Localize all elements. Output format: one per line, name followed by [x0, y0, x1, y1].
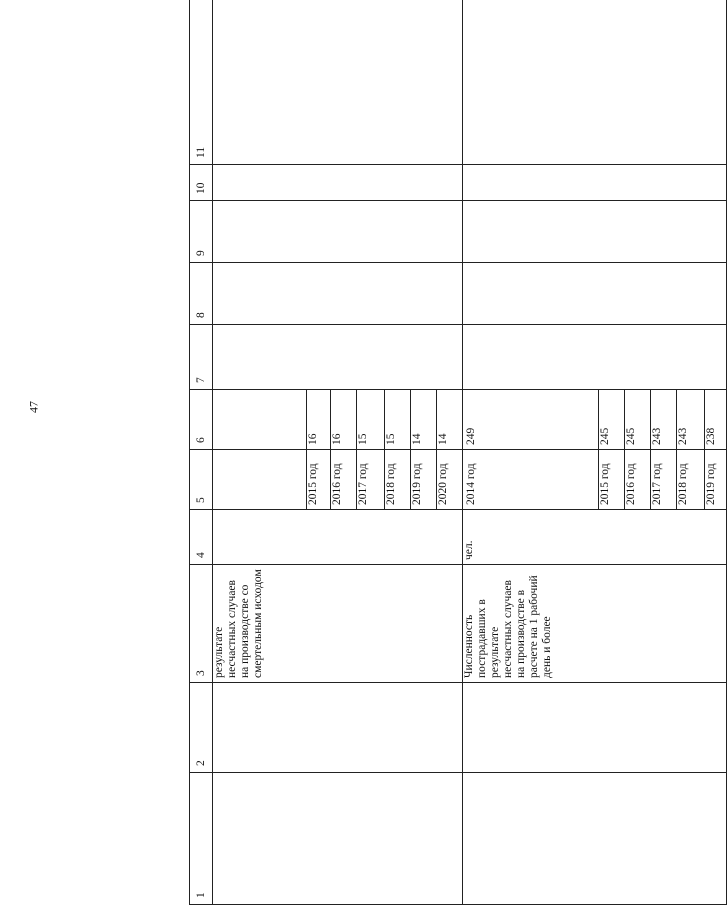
value-cell: 14 — [437, 390, 463, 450]
col11-cell — [213, 0, 463, 165]
value-cell: 245 — [625, 390, 651, 450]
col9-cell — [463, 201, 727, 263]
year-cell: 2019 год — [705, 450, 727, 510]
unit-cell: чел. — [463, 510, 727, 565]
col7-cell — [213, 325, 463, 390]
header-cell: 11 — [190, 0, 213, 165]
value-cell: 243 — [677, 390, 705, 450]
header-cell: 7 — [190, 325, 213, 390]
col8-cell — [213, 263, 463, 325]
header-cell: 10 — [190, 165, 213, 201]
col8-cell — [463, 263, 727, 325]
header-cell: 8 — [190, 263, 213, 325]
indicator-name: Численность пострадавших в результате несчастных случаев на производстве в расчете на 1 рабочий день и более — [463, 565, 727, 683]
year-cell: 2015 год — [307, 450, 331, 510]
year-cell — [213, 450, 307, 510]
indicators-table — [189, 0, 727, 905]
header-cell: 2 — [190, 683, 213, 773]
col7-cell — [463, 325, 727, 390]
unit-cell — [213, 510, 463, 565]
year-cell: 2017 год — [651, 450, 677, 510]
page-number-text: 47 — [26, 401, 41, 413]
value-cell: 16 — [331, 390, 357, 450]
year-cell: 2014 год — [463, 450, 599, 510]
year-cell: 2017 год — [357, 450, 385, 510]
value-cell: 16 — [307, 390, 331, 450]
header-cell: 6 — [190, 390, 213, 450]
year-cell: 2019 год — [411, 450, 437, 510]
value-cell: 15 — [385, 390, 411, 450]
value-cell: 238 — [705, 390, 727, 450]
header-cell: 1 — [190, 773, 213, 905]
col9-cell — [213, 201, 463, 263]
col10-cell — [463, 165, 727, 201]
col1-cell — [213, 773, 463, 905]
year-cell: 2016 год — [625, 450, 651, 510]
value-cell: 245 — [599, 390, 625, 450]
value-cell: 15 — [357, 390, 385, 450]
value-cell: 243 — [651, 390, 677, 450]
header-cell: 4 — [190, 510, 213, 565]
table-row — [213, 0, 307, 905]
col2-cell — [463, 683, 727, 773]
col11-cell — [463, 0, 727, 165]
year-cell: 2020 год — [437, 450, 463, 510]
value-cell — [213, 390, 307, 450]
year-cell: 2018 год — [677, 450, 705, 510]
year-cell: 2018 год — [385, 450, 411, 510]
col1-cell — [463, 773, 727, 905]
col2-cell — [213, 683, 463, 773]
value-cell: 249 — [463, 390, 599, 450]
header-cell: 9 — [190, 201, 213, 263]
year-cell: 2015 год — [599, 450, 625, 510]
table-header-row — [190, 0, 213, 905]
page-number — [22, 392, 46, 422]
header-cell: 5 — [190, 450, 213, 510]
table-row — [463, 0, 599, 905]
col10-cell — [213, 165, 463, 201]
year-cell: 2016 год — [331, 450, 357, 510]
header-cell: 3 — [190, 565, 213, 683]
indicator-name: результате несчастных случаев на производстве со смертельным исходом — [213, 565, 463, 683]
value-cell: 14 — [411, 390, 437, 450]
document-page — [189, 0, 717, 905]
